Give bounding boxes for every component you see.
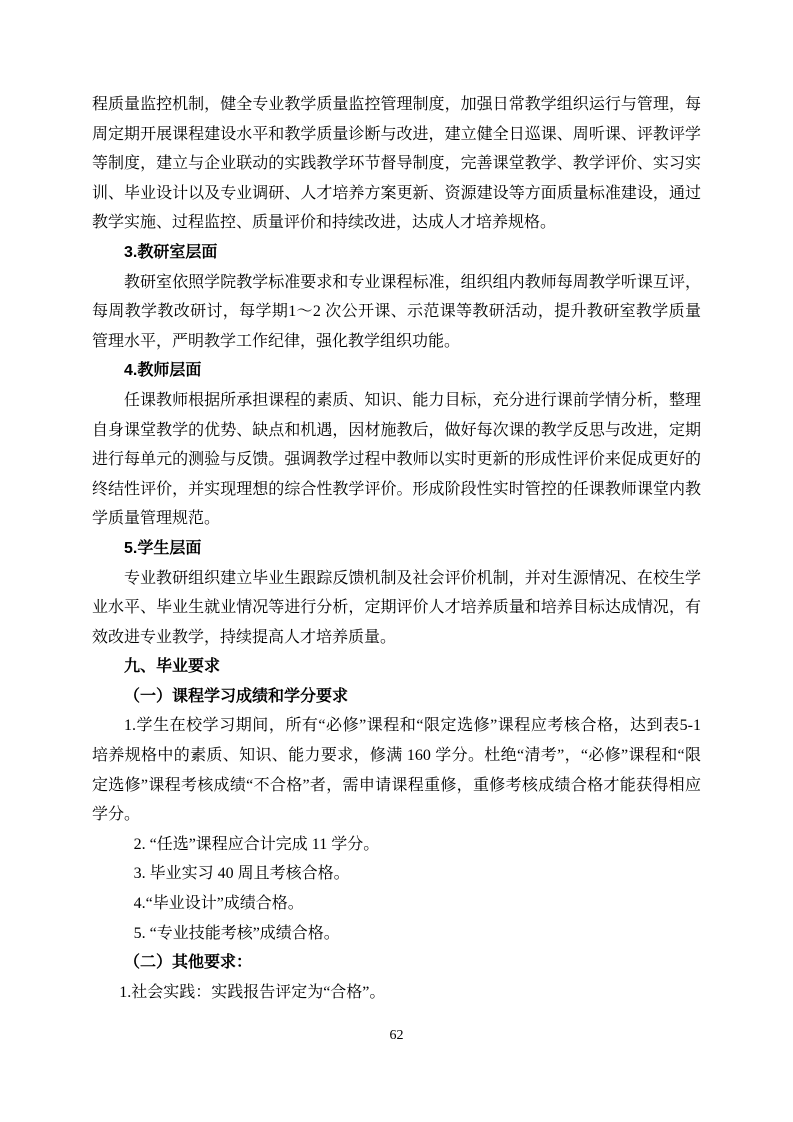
heading-teaching-research-office-level: 3.教研室层面: [124, 243, 218, 261]
heading-graduation-requirements: 九、毕业要求: [124, 658, 221, 676]
paragraph-required-courses-credits: 1.学生在校学习期间，所有“必修”课程和“限定选修”课程应考核合格，达到表5-1 培养规格中的素质、知识、能力要求，修满 160 学分。杜绝“清考”，“必修”课程和“限定选修”课程考核成绩“不合格”者，需申请课程重修，重修考核成绩合格才能获得相应学分。: [92, 717, 701, 824]
list-item-graduation-design: 4.“毕业设计”成绩合格。: [133, 895, 304, 913]
paragraph-teaching-research-office: 教研室依照学院教学标准要求和专业课程标准，组织组内教师每周教学听课互评，每周教学教改研讨，每学期1～2 次公开课、示范课等教研活动，提升教研室教学质量管理水平，严明教学工作纪律，强化教学组织功能。: [92, 273, 701, 350]
paragraph-social-practice: 1.社会实践：实践报告评定为“合格”。: [119, 983, 386, 1001]
heading-course-grade-credit-requirements: （一）课程学习成绩和学分要求: [124, 687, 349, 705]
list-item-graduation-internship: 3. 毕业实习 40 周且考核合格。: [133, 865, 350, 883]
list-item-skill-assessment: 5. “专业技能考核”成绩合格。: [133, 924, 340, 942]
heading-teacher-level: 4.教师层面: [124, 362, 202, 380]
paragraph-teacher-level: 任课教师根据所承担课程的素质、知识、能力目标，充分进行课前学情分析，整理自身课堂教学的优势、缺点和机遇，因材施教后，做好每次课的教学反思与改进，定期进行每单元的测验与反馈。强调教学过程中教师以实时更新的形成性评价来促成更好的终结性评价，并实现理想的综合性教学评价。形成阶段性实时管控的任课教师课堂内教学质量管理规范。: [92, 391, 701, 528]
list-item-elective-courses: 2. “任选”课程应合计完成 11 学分。: [133, 835, 380, 853]
page-number: 62: [389, 1028, 404, 1043]
heading-student-level: 5.学生层面: [124, 539, 202, 557]
paragraph-student-level: 专业教研组织建立毕业生跟踪反馈机制及社会评价机制，并对生源情况、在校生学业水平、毕业生就业情况等进行分析，定期评价人才培养质量和培养目标达成情况，有效改进专业教学，持续提高人才培养质量。: [92, 569, 701, 646]
heading-other-requirements: （二）其他要求：: [124, 954, 253, 972]
paragraph-quality-monitoring-continuation: 程质量监控机制，健全专业教学质量监控管理制度，加强日常教学组织运行与管理，每周定期开展课程建设水平和教学质量诊断与改进，建立健全日巡课、周听课、评教评学等制度，建立与企业联动的实践教学环节督导制度，完善课堂教学、教学评价、实习实训、毕业设计以及专业调研、人才培养方案更新、资源建设等方面质量标准建设，通过教学实施、过程监控、质量评价和持续改进，达成人才培养规格。: [92, 96, 701, 232]
page-content: [92, 90, 701, 1007]
